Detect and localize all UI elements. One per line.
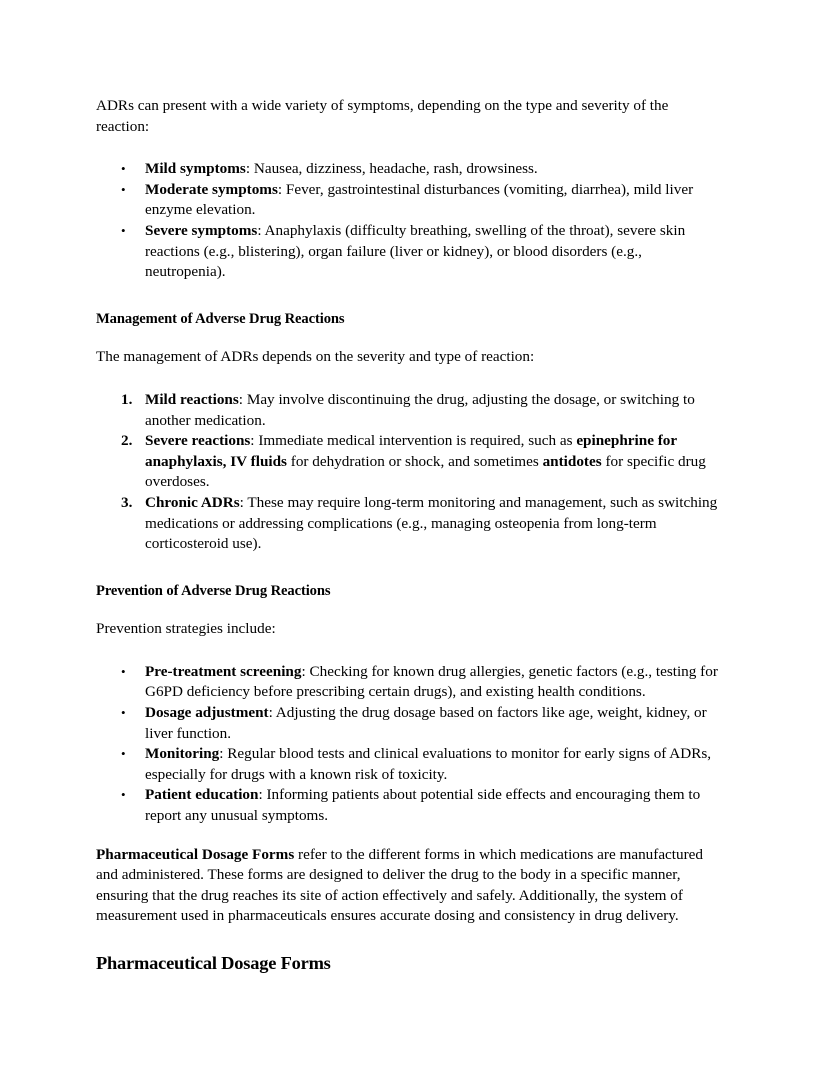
list-item-emphasis: antidotes (542, 452, 602, 470)
list-item-term: Patient education (145, 786, 259, 804)
list-item-term: Mild reactions (145, 390, 239, 408)
list-item (121, 493, 723, 555)
spacer (96, 283, 732, 309)
bullet-icon: • (121, 705, 126, 721)
list-marker: 2. (121, 432, 133, 450)
list-item (121, 221, 723, 283)
symptoms-list (96, 159, 732, 283)
dosage-forms-paragraph (96, 845, 723, 927)
spacer (96, 329, 732, 347)
list-item (121, 159, 723, 180)
bullet-icon: • (121, 663, 126, 679)
bullet-icon: • (121, 787, 126, 803)
bullet-icon: • (121, 161, 126, 177)
list-item-term: Dosage adjustment (145, 704, 269, 722)
list-marker: 1. (121, 390, 133, 408)
dosage-forms-paragraph-text: refer to the different forms in which medications are manufactured and administered. These forms are designed to deliver the drug to the body in a specific manner, ensuring that the drug reaches its site of action effectively and safely. Additionally, the system of measurement used in pharmaceuticals ensures accurate dosing and consistency in drug delivery. (96, 845, 704, 925)
spacer (96, 827, 732, 845)
list-item (121, 703, 723, 744)
prevention-heading: Prevention of Adverse Drug Reactions (96, 582, 331, 599)
list-item (121, 390, 723, 431)
list-item (121, 180, 723, 221)
spacer (96, 927, 732, 951)
dosage-forms-paragraph-term: Pharmaceutical Dosage Forms (96, 845, 295, 863)
list-item-term: Severe reactions (145, 432, 251, 450)
prevention-intro-paragraph: Prevention strategies include: (96, 620, 276, 638)
document-content (96, 96, 732, 975)
list-item-emphasis: IV fluids (230, 452, 287, 470)
list-item-text: for dehydration or shock, and sometimes (286, 452, 543, 470)
dosage-forms-heading: Pharmaceutical Dosage Forms (96, 953, 331, 973)
list-item-text: : Anaphylaxis (difficulty breathing, swelling of the throat), severe skin reactions (e.g., blistering), organ failure (liver or kidney), or blood disorders (e.g., neutropenia). (145, 221, 686, 281)
list-item-term: Monitoring (145, 745, 220, 763)
list-item-text: : Checking for known drug allergies, genetic factors (e.g., testing for G6PD deficiency before prescribing certain drugs), and existing health conditions. (145, 662, 718, 701)
list-item (121, 785, 723, 826)
spacer (96, 368, 732, 390)
list-item-text: : Nausea, dizziness, headache, rash, drowsiness. (245, 160, 538, 178)
list-item-text: : Informing patients about potential side effects and encouraging them to report any unusual symptoms. (145, 786, 701, 825)
list-item-text: : May involve discontinuing the drug, adjusting the dosage, or switching to another medication. (145, 390, 695, 429)
list-item-emphasis: epinephrine for anaphylaxis, (145, 432, 677, 470)
bullet-icon: • (121, 181, 126, 197)
prevention-list (96, 662, 732, 827)
spacer (96, 601, 732, 619)
spacer (96, 555, 732, 581)
list-item (121, 431, 723, 493)
management-heading: Management of Adverse Drug Reactions (96, 310, 345, 327)
list-item-text: : Adjusting the drug dosage based on factors like age, weight, kidney, or liver function. (145, 704, 707, 742)
list-item-term: Chronic ADRs (145, 493, 240, 511)
list-item-term: Severe symptoms (145, 221, 258, 239)
list-item-text: : Fever, gastrointestinal disturbances (vomiting, diarrhea), mild liver enzyme elevation. (145, 180, 694, 219)
spacer (96, 137, 732, 159)
list-item-term: Mild symptoms (145, 160, 246, 178)
list-item (121, 744, 723, 785)
management-intro-paragraph: The management of ADRs depends on the severity and type of reaction: (96, 348, 535, 366)
list-item-term: Pre-treatment screening (145, 662, 302, 680)
list-item-term: Moderate symptoms (145, 180, 278, 198)
bullet-icon: • (121, 222, 126, 238)
list-item-text: : These may require long-term monitoring and management, such as switching medications or addressing complications (e.g., managing osteopenia from long-term corticosteroid use). (145, 493, 718, 553)
list-marker: 3. (121, 493, 133, 511)
intro-paragraph: ADRs can present with a wide variety of symptoms, depending on the type and severity of the reaction: (96, 97, 669, 135)
list-item (121, 662, 723, 703)
list-item-text: for specific drug overdoses. (145, 452, 706, 491)
list-item-text: : Regular blood tests and clinical evaluations to monitor for early signs of ADRs, especially for drugs with a known risk of toxicity. (145, 745, 712, 783)
spacer (96, 640, 732, 662)
management-list (96, 390, 732, 555)
list-item-text: : Immediate medical intervention is required, such as (250, 432, 577, 450)
bullet-icon: • (121, 746, 126, 762)
